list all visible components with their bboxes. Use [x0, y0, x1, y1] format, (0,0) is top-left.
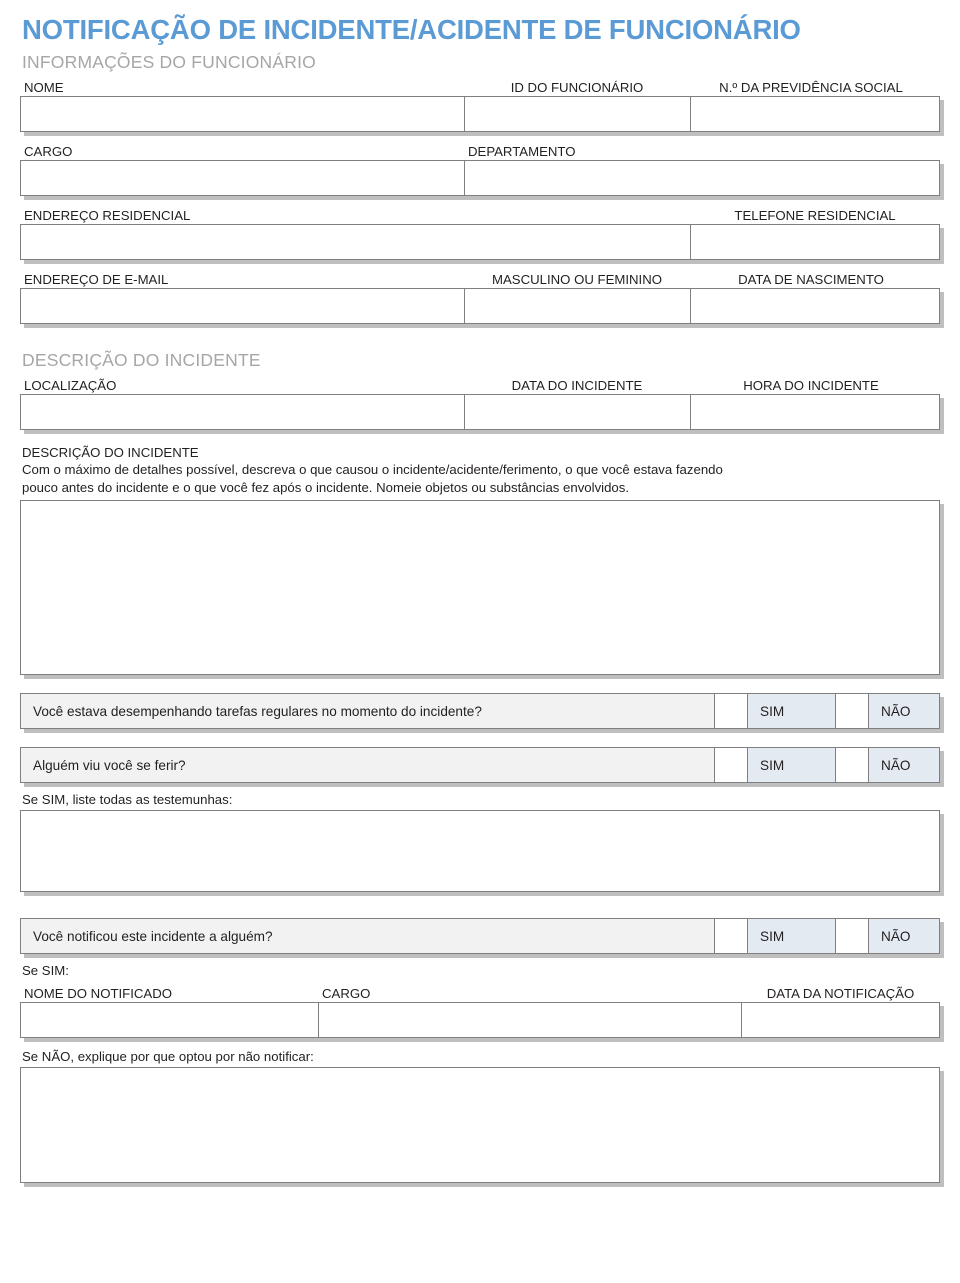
incident-description-instructions [22, 444, 940, 497]
label-location: LOCALIZAÇÃO [24, 377, 117, 393]
label-row-incident-row1 [20, 374, 940, 394]
label-row-employee-row1 [20, 76, 940, 96]
field-witnesses-list[interactable] [20, 810, 940, 892]
field-row-notification [20, 1002, 940, 1038]
field-job-title[interactable] [21, 161, 465, 195]
field-email-address[interactable] [21, 289, 465, 323]
label-row-employee-row3 [20, 204, 940, 224]
spacer [20, 900, 940, 918]
field-row-employee-row2 [20, 160, 940, 196]
checkbox-witnessed-yes[interactable] [715, 748, 748, 782]
label-incident-description: DESCRIÇÃO DO INCIDENTE [22, 444, 199, 460]
field-home-address[interactable] [21, 225, 691, 259]
option-label-yes[interactable]: SIM [748, 748, 836, 782]
field-name[interactable] [21, 97, 465, 131]
field-home-phone[interactable] [691, 225, 939, 259]
label-home-address: ENDEREÇO RESIDENCIAL [24, 207, 191, 223]
label-row-employee-row4 [20, 268, 940, 288]
if-yes-label: Se SIM: [22, 963, 69, 979]
question-row-regular-duties [20, 693, 940, 729]
checkbox-regular-duties-no[interactable] [836, 694, 869, 728]
field-row-employee-row1 [20, 96, 940, 132]
label-notified-name: NOME DO NOTIFICADO [24, 986, 172, 1002]
witnesses-prompt: Se SIM, liste todas as testemunhas: [22, 792, 233, 808]
option-label-yes[interactable]: SIM [748, 694, 836, 728]
label-incident-time: HORA DO INCIDENTE [743, 377, 879, 393]
question-text-witnessed: Alguém viu você se ferir? [21, 748, 715, 782]
checkbox-witnessed-no[interactable] [836, 748, 869, 782]
label-employee-id: ID DO FUNCIONÁRIO [510, 79, 644, 95]
instructions-line-1: Com o máximo de detalhes possível, descreva o que causou o incidente/acidente/ferimento, o que você estava fazendo [22, 462, 723, 478]
form-page [0, 14, 960, 1183]
label-social-security-number: N.º DA PREVIDÊNCIA SOCIAL [719, 79, 903, 95]
label-notified-job-title: CARGO [322, 986, 371, 1002]
label-gender: MASCULINO OU FEMININO [492, 271, 662, 287]
option-label-no[interactable]: NÃO [869, 919, 939, 953]
spacer [20, 737, 940, 747]
field-department[interactable] [465, 161, 939, 195]
label-birth-date: DATA DE NASCIMENTO [738, 271, 884, 287]
question-text-regular-duties: Você estava desempenhando tarefas regulares no momento do incidente? [21, 694, 715, 728]
field-location[interactable] [21, 395, 465, 429]
field-row-employee-row4 [20, 288, 940, 324]
field-row-incident-row1 [20, 394, 940, 430]
option-label-yes[interactable]: SIM [748, 919, 836, 953]
field-notification-date[interactable] [742, 1003, 939, 1037]
label-name: NOME [24, 79, 64, 95]
checkbox-reported-yes[interactable] [715, 919, 748, 953]
field-birth-date[interactable] [691, 289, 939, 323]
label-email-address: ENDEREÇO DE E-MAIL [24, 271, 169, 287]
label-notification-date: DATA DA NOTIFICAÇÃO [766, 986, 915, 1002]
label-home-phone: TELEFONE RESIDENCIAL [734, 207, 896, 223]
checkbox-regular-duties-yes[interactable] [715, 694, 748, 728]
field-incident-time[interactable] [691, 395, 939, 429]
field-reason-not-reported[interactable] [20, 1067, 940, 1183]
spacer [20, 683, 940, 693]
option-label-no[interactable]: NÃO [869, 748, 939, 782]
label-department: DEPARTAMENTO [468, 143, 576, 159]
field-social-security-number[interactable] [691, 97, 939, 131]
page-title: NOTIFICAÇÃO DE INCIDENTE/ACIDENTE DE FUNCIONÁRIO [22, 14, 801, 45]
field-employee-id[interactable] [465, 97, 691, 131]
label-row-notification [20, 982, 940, 1002]
field-notified-job-title[interactable] [319, 1003, 742, 1037]
option-label-no[interactable]: NÃO [869, 694, 939, 728]
question-row-witnessed [20, 747, 940, 783]
if-no-prompt: Se NÃO, explique por que optou por não notificar: [22, 1049, 314, 1065]
label-row-employee-row2 [20, 140, 940, 160]
field-incident-date[interactable] [465, 395, 691, 429]
question-text-reported: Você notificou este incidente a alguém? [21, 919, 715, 953]
checkbox-reported-no[interactable] [836, 919, 869, 953]
field-incident-description[interactable] [20, 500, 940, 675]
field-gender[interactable] [465, 289, 691, 323]
field-row-employee-row3 [20, 224, 940, 260]
section-heading-employee-information: INFORMAÇÕES DO FUNCIONÁRIO [22, 51, 316, 72]
section-heading-incident-description: DESCRIÇÃO DO INCIDENTE [22, 349, 261, 370]
instructions-line-2: pouco antes do incidente e o que você fez após o incidente. Nomeie objetos ou substâncias envolvidos. [22, 479, 630, 495]
label-incident-date: DATA DO INCIDENTE [511, 377, 643, 393]
field-notified-name[interactable] [21, 1003, 319, 1037]
question-row-reported [20, 918, 940, 954]
label-job-title: CARGO [24, 143, 73, 159]
